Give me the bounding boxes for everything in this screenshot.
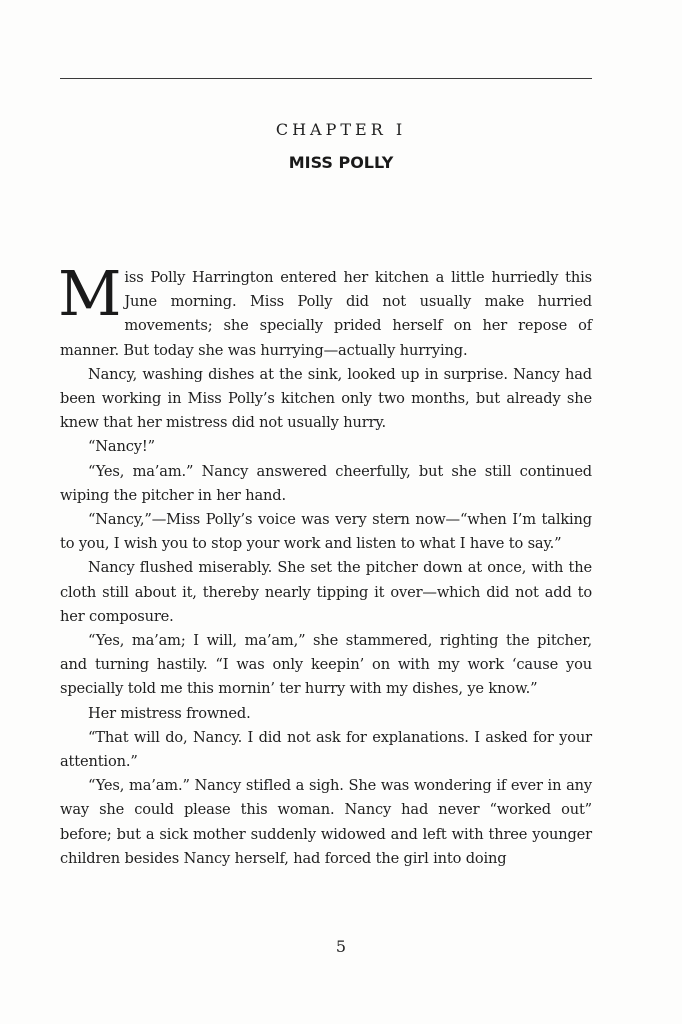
paragraph — [58, 257, 592, 363]
paragraph: Nancy, washing dishes at the sink, looked up in surprise. Nancy had been working in Miss Polly’s kitchen only two months, but already she knew that her mistress did not usually hurry. — [60, 365, 592, 432]
header-rule — [60, 78, 592, 79]
drop-cap: M — [58, 257, 122, 330]
chapter-heading: CHAPTER I — [275, 120, 407, 139]
paragraph: “Yes, ma’am.” Nancy answered cheerfully, but she still continued wiping the pitcher in her hand. — [60, 462, 592, 504]
paragraph: “Yes, ma’am.” Nancy stifled a sigh. She was wondering if ever in any way she could please this woman. Nancy had never “worked out” before; but a sick mother suddenly widowed and left with three younger children besides Nancy herself, had forced the girl into doing — [60, 777, 592, 867]
paragraph-text: iss Polly Harrington entered her kitchen a little hurriedly this June morning. Miss Polly did not usually make hurried movements; she specially prided herself on her repose of manner. But today she was hurrying—actually hurrying. — [60, 269, 592, 359]
page-number: 5 — [335, 937, 347, 956]
paragraph: “Nancy!” — [88, 438, 155, 456]
chapter-title: MISS POLLY — [288, 153, 394, 172]
paragraph: “Nancy,”—Miss Polly’s voice was very stern now—“when I’m talking to you, I wish you to stop your work and listen to what I have to say.” — [60, 511, 592, 553]
paragraph: Nancy flushed miserably. She set the pitcher down at once, with the cloth still about it, thereby nearly tipping it over—which did not add to her composure. — [60, 559, 592, 625]
paragraph: “That will do, Nancy. I did not ask for explanations. I asked for your attention.” — [60, 728, 592, 771]
paragraph: “Yes, ma’am; I will, ma’am,” she stammered, righting the pitcher, and turning hastily. “I was only keepin’ on with my work ‘cause you specially told me this mornin’ ter hurry with my dishes, ye know.” — [60, 632, 592, 698]
body-text — [58, 257, 592, 871]
paragraph: Her mistress frowned. — [88, 704, 251, 722]
